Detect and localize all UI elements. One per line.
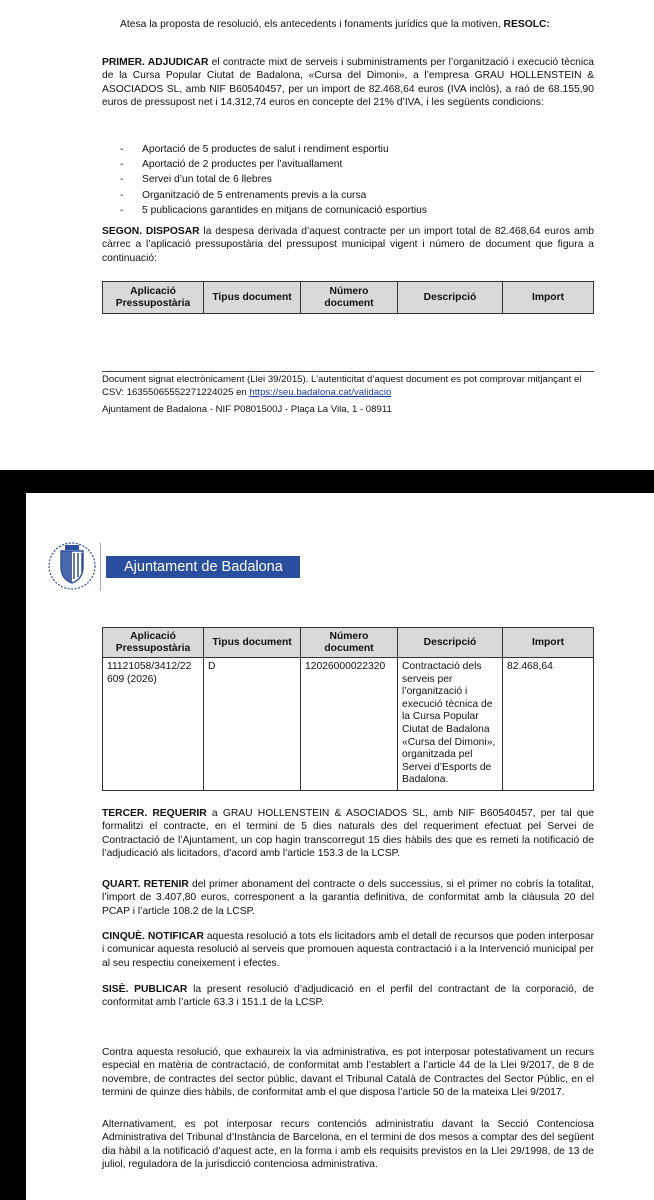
sise-label: SISÈ. PUBLICAR <box>102 984 188 995</box>
validation-link[interactable]: https://seu.badalona.cat/validacio <box>249 386 392 398</box>
sise-text: la present resolució d’adjudicació en el perfil del contractant de la corporació, de conformitat amb l’article 63.3 i 151.1 de la LCSP. <box>102 984 594 1009</box>
cell-numero: 12026000022320 <box>301 658 398 791</box>
budget-table <box>102 627 594 791</box>
footer-csv-line <box>102 387 594 400</box>
cell-aplicacio: 11121058/3412/22 609 (2026) <box>103 658 204 791</box>
table-header: Descripció <box>398 282 503 314</box>
cinque-text: aquesta resolució a tots els licitadors amb el detall de recursos que poden interposar i comunicar aquesta resolució al serveis que promouen aquesta contractació i a la Intervenció municipal per al seu respectiu coneixement i efectes. <box>102 931 594 969</box>
quart-label: QUART. RETENIR <box>102 879 189 890</box>
table-header: Tipus document <box>204 628 301 658</box>
table-header: Tipus document <box>204 282 301 314</box>
footer-address: Ajuntament de Badalona - NIF P0801500J - Plaça La Vila, 1 - 08911 <box>102 404 392 415</box>
intro-bold: RESOLC: <box>503 19 550 30</box>
table-header: Descripció <box>398 628 503 658</box>
cell-import: 82.468,64 <box>503 658 594 791</box>
cinque-label: CINQUÈ. NOTIFICAR <box>102 931 204 942</box>
brand-banner: Ajuntament de Badalona <box>106 556 300 578</box>
table-header: Import <box>503 282 594 314</box>
document-page-1 <box>0 0 654 470</box>
cell-tipus: D <box>204 658 301 791</box>
tercer-text: a GRAU HOLLENSTEIN & ASOCIADOS SL, amb NIF B60540457, per tal que formalitzi el contracte, en el termini de 5 dies naturals des del requeriment efectuat pel Servei de Contractació de l’Ajuntament, un cop hagin transcorregut 15 dies hàbils des que es remeti la notificació de l’adjudicació als licitadors, d’acord amb l’article 153.3 de la LCSP. <box>102 808 594 860</box>
segon-text: la despesa derivada d’aquest contracte per un import total de 82.468,64 euros amb càrrec a l’aplicació pressupostària del pressupost municipal vigent i número de document que figura a continuació: <box>102 226 594 264</box>
conditions-list <box>120 142 427 218</box>
footer-csv: CSV: 16355065552271224025 en <box>102 386 247 398</box>
quart-text: del primer abonament del contracte o dels successius, si el primer no cobrís la totalitat, l’import de 3.407,80 euros, corresponent a la garantia definitiva, de conformitat amb la clàusula 20 del PCAP i l’article 108.2 de la LCSP. <box>102 879 594 917</box>
primer-paragraph <box>102 56 594 110</box>
tercer-paragraph <box>102 807 594 861</box>
segon-label: SEGON. DISPOSAR <box>102 226 200 237</box>
list-item: - Organització de 5 entrenaments previs a la cursa <box>120 188 427 203</box>
document-page-2 <box>26 493 654 1200</box>
quart-paragraph <box>102 878 594 918</box>
list-item: - Servei d’un total de 6 llebres <box>120 172 427 187</box>
list-item: - 5 publicacions garantides en mitjans de comunicació esportius <box>120 203 427 218</box>
list-item: - Aportació de 2 productes per l’avituallament <box>120 157 427 172</box>
footer-line: Document signat electrònicament (Llei 39/2015). L’autenticitat d’aquest document es pot comprovar mitjançant el <box>102 374 582 385</box>
signature-footer <box>102 374 594 399</box>
list-item: - Aportació de 5 productes de salut i rendiment esportiu <box>120 142 427 157</box>
sise-paragraph <box>102 983 594 1010</box>
primer-label: PRIMER. ADJUDICAR <box>102 57 209 68</box>
primer-text: el contracte mixt de serveis i subministraments per l’organització i execució tècnica de la Cursa Popular Ciutat de Badalona, «Cursa del Dimoni», a l’empresa GRAU HOLLENSTEIN & ASOCIADOS SL, amb NIF B60540457, per un import de 82.468,64 euros (IVA inclòs), a raó de 68.155,90 euros de pressupost net i 14.312,74 euros en concepte del 21% d’IVA, i les següents condicions: <box>102 57 594 109</box>
tercer-label: TERCER. REQUERIR <box>102 808 207 819</box>
intro-paragraph <box>120 18 600 31</box>
segon-paragraph <box>102 225 594 265</box>
table-header: Número document <box>301 282 398 314</box>
budget-table-header-page1 <box>102 281 594 314</box>
recurs-paragraph-1: Contra aquesta resolució, que exhaureix la via administrativa, es pot interposar potestativament un recurs especial en matèria de contractació, de conformitat amb l’establert a l’article 44 de la Llei 9/2017, de 8 de novembre, de contractes del sector públic, davant el Tribunal Català de Contractes del Sector Públic, en el termini de quinze dies hàbils, de conformitat amb el que disposa l’article 50 de la mateixa Llei 9/2017. <box>102 1047 594 1099</box>
table-row <box>103 658 594 791</box>
table-header: Aplicació Pressupostària <box>103 282 204 314</box>
table-header: Número document <box>301 628 398 658</box>
footer-divider <box>102 371 594 372</box>
recurs-paragraph-2: Alternativament, es pot interposar recurs contenciós administratiu davant la Secció Contenciosa Administrativa del Tribunal d’Instància de Barcelona, en el termini de dos mesos a comptar des del següent dia hàbil a la notificació d’aquest acte, en la forma i amb els requisits previstos en la Llei 29/1998, de 13 de juliol, reguladora de la jurisdicció contenciosa administrativa. <box>102 1119 594 1171</box>
brand-divider <box>100 543 101 591</box>
intro-text: Atesa la proposta de resolució, els antecedents i fonaments jurídics que la motiven, <box>120 19 501 30</box>
cinque-paragraph <box>102 930 594 970</box>
table-header: Aplicació Pressupostària <box>103 628 204 658</box>
table-header: Import <box>503 628 594 658</box>
cell-descripcio: Contractació dels serveis per l’organització i execució tècnica de la Cursa Popular Ciutat de Badalona «Cursa del Dimoni», organitzada pel Servei d’Esports de Badalona. <box>398 658 503 791</box>
